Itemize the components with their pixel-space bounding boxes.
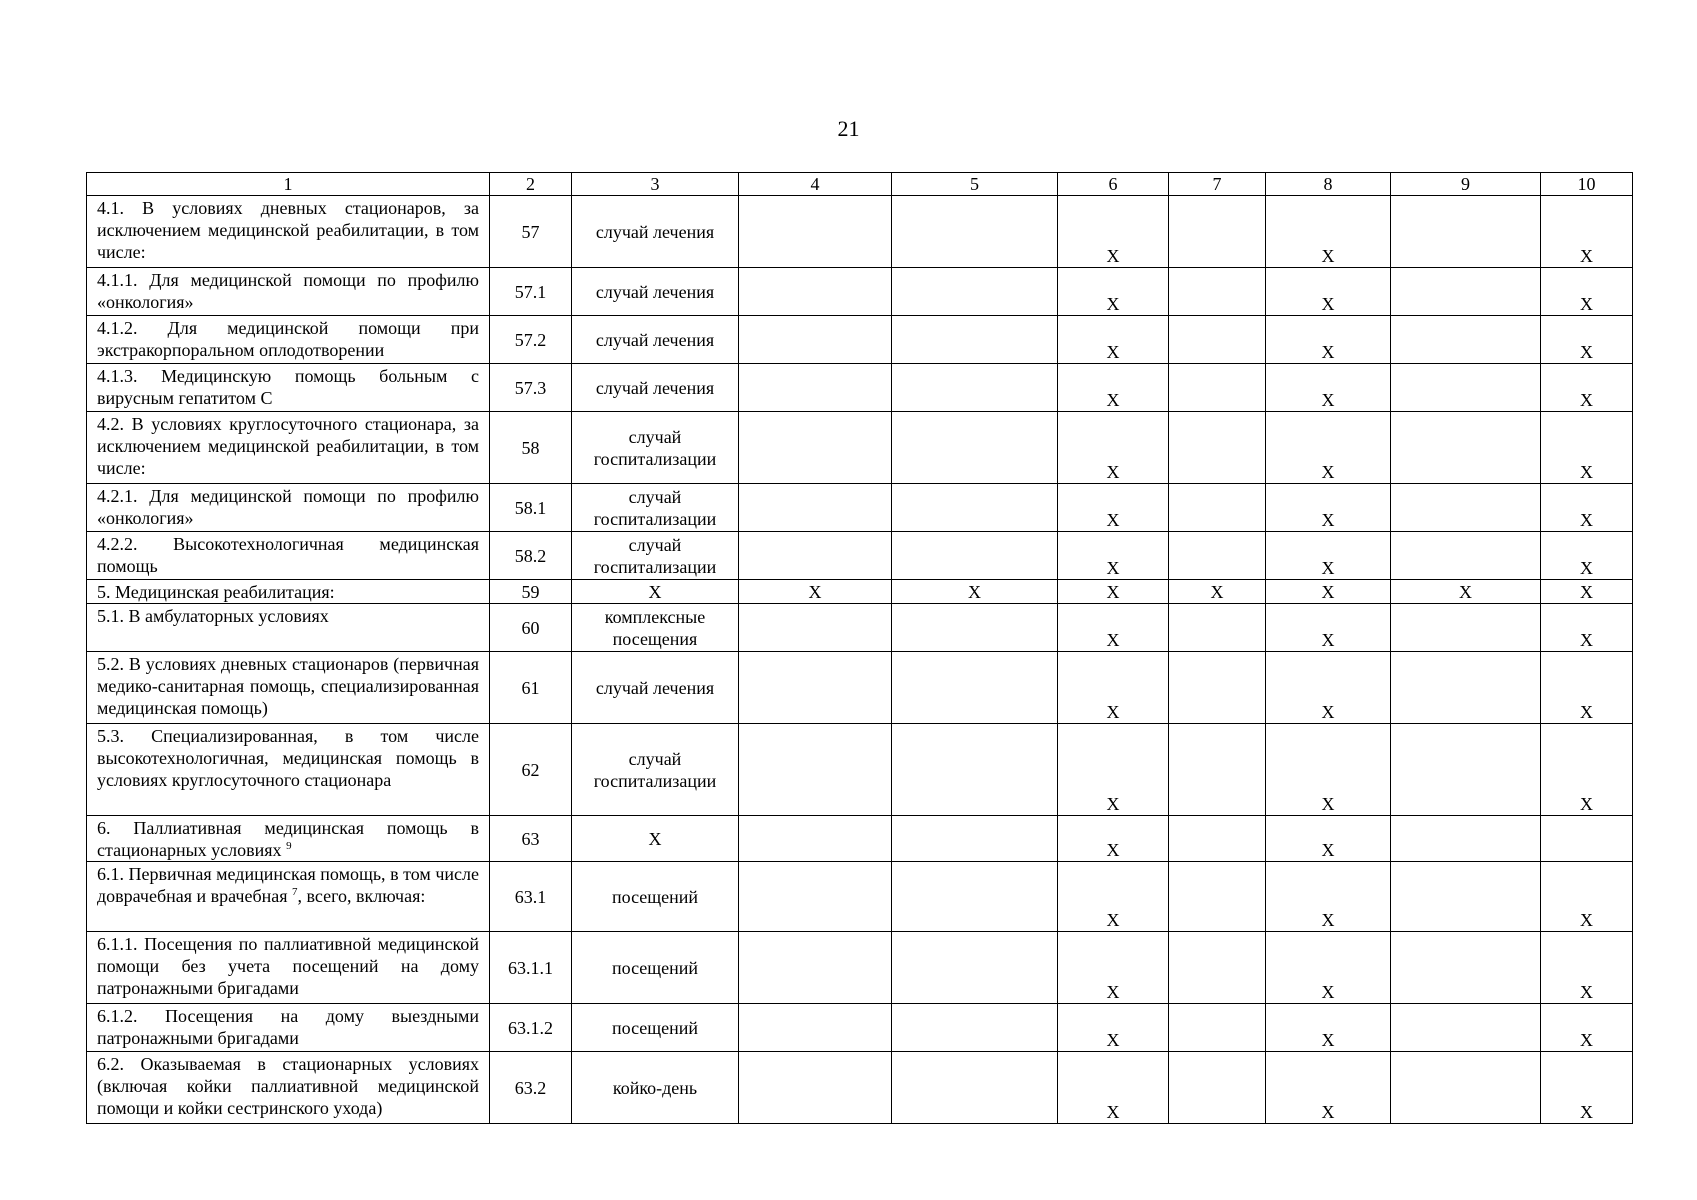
- row-unit: посещений: [572, 1004, 739, 1052]
- table-row: [87, 196, 1633, 268]
- row-name: 6.1. Первичная медицинская помощь, в том числе доврачебная и врачебная: [97, 864, 479, 906]
- table-row: [87, 724, 1633, 816]
- row-code: 63.2: [490, 1052, 572, 1124]
- row-cell-c10: X: [1541, 580, 1633, 604]
- row-name-cell: [87, 364, 490, 412]
- row-cell-c5: [892, 932, 1058, 1004]
- row-code: 57.3: [490, 364, 572, 412]
- row-code: 57.1: [490, 268, 572, 316]
- row-cell-c6: X: [1058, 484, 1169, 532]
- row-cell-c6: X: [1058, 412, 1169, 484]
- row-cell-c4: [739, 604, 892, 652]
- row-cell-c7: [1169, 932, 1266, 1004]
- row-cell-c6: X: [1058, 816, 1169, 862]
- row-unit: посещений: [572, 932, 739, 1004]
- row-cell-c10: X: [1541, 932, 1633, 1004]
- row-cell-c5: [892, 532, 1058, 580]
- row-name: 6.1.2. Посещения на дому выездными патронажными бригадами: [97, 1006, 479, 1048]
- row-cell-c8: X: [1266, 1004, 1391, 1052]
- row-cell-c8: X: [1266, 652, 1391, 724]
- row-cell-c9: [1391, 268, 1541, 316]
- row-code: 58: [490, 412, 572, 484]
- row-cell-c6: X: [1058, 724, 1169, 816]
- row-cell-c8: X: [1266, 532, 1391, 580]
- row-cell-c9: [1391, 724, 1541, 816]
- row-cell-c6: X: [1058, 580, 1169, 604]
- row-cell-c7: [1169, 862, 1266, 932]
- row-name: 4.2.1. Для медицинской помощи по профилю «онкология»: [97, 486, 479, 528]
- table-row: [87, 652, 1633, 724]
- row-name-tail: , всего, включая:: [297, 886, 426, 906]
- column-header: 10: [1541, 173, 1633, 196]
- row-unit: случай госпитализации: [572, 724, 739, 816]
- row-cell-c6: X: [1058, 604, 1169, 652]
- row-unit: случай лечения: [572, 364, 739, 412]
- row-cell-c7: [1169, 1004, 1266, 1052]
- column-header: 7: [1169, 173, 1266, 196]
- row-cell-c8: X: [1266, 484, 1391, 532]
- row-cell-c7: [1169, 604, 1266, 652]
- row-cell-c5: [892, 484, 1058, 532]
- row-cell-c6: X: [1058, 532, 1169, 580]
- row-cell-c9: [1391, 652, 1541, 724]
- row-cell-c5: [892, 364, 1058, 412]
- table-row: [87, 862, 1633, 932]
- row-name-cell: [87, 1052, 490, 1124]
- row-cell-c7: [1169, 724, 1266, 816]
- row-cell-c5: X: [892, 580, 1058, 604]
- row-cell-c4: [739, 1004, 892, 1052]
- row-cell-c4: [739, 816, 892, 862]
- row-cell-c10: X: [1541, 196, 1633, 268]
- row-cell-c5: [892, 268, 1058, 316]
- row-cell-c7: [1169, 196, 1266, 268]
- row-cell-c9: [1391, 862, 1541, 932]
- row-name: 4.2. В условиях круглосуточного стационара, за исключением медицинской реабилитации, в том числе:: [97, 414, 479, 478]
- row-unit: случай госпитализации: [572, 412, 739, 484]
- row-name-cell: [87, 484, 490, 532]
- footnote-marker: 7: [292, 886, 298, 898]
- column-header: 3: [572, 173, 739, 196]
- row-code: 58.2: [490, 532, 572, 580]
- row-cell-c10: X: [1541, 1004, 1633, 1052]
- row-name: 6. Паллиативная медицинская помощь в стационарных условиях: [97, 818, 479, 860]
- row-cell-c9: [1391, 316, 1541, 364]
- row-cell-c7: [1169, 1052, 1266, 1124]
- row-cell-c4: [739, 484, 892, 532]
- row-cell-c10: X: [1541, 862, 1633, 932]
- row-name: 4.1.2. Для медицинской помощи при экстракорпоральном оплодотворении: [97, 318, 479, 360]
- row-unit: X: [572, 580, 739, 604]
- row-unit: посещений: [572, 862, 739, 932]
- row-name: 4.1.1. Для медицинской помощи по профилю «онкология»: [97, 270, 479, 312]
- data-table: [86, 172, 1633, 1124]
- row-cell-c7: [1169, 412, 1266, 484]
- table-row: [87, 532, 1633, 580]
- row-cell-c8: X: [1266, 412, 1391, 484]
- row-name-cell: [87, 604, 490, 652]
- row-cell-c4: [739, 532, 892, 580]
- row-cell-c4: [739, 932, 892, 1004]
- table-row: [87, 268, 1633, 316]
- column-header: 8: [1266, 173, 1391, 196]
- row-cell-c4: X: [739, 580, 892, 604]
- row-name-cell: [87, 580, 490, 604]
- row-cell-c5: [892, 412, 1058, 484]
- row-cell-c4: [739, 268, 892, 316]
- row-code: 63.1: [490, 862, 572, 932]
- table-row: [87, 816, 1633, 862]
- row-unit: койко-день: [572, 1052, 739, 1124]
- row-cell-c7: [1169, 316, 1266, 364]
- row-unit: случай лечения: [572, 316, 739, 364]
- row-cell-c6: X: [1058, 316, 1169, 364]
- row-cell-c6: X: [1058, 932, 1169, 1004]
- row-cell-c6: X: [1058, 364, 1169, 412]
- row-cell-c9: [1391, 364, 1541, 412]
- column-header: 4: [739, 173, 892, 196]
- row-name-cell: [87, 724, 490, 816]
- row-code: 63.1.2: [490, 1004, 572, 1052]
- row-unit: комплексные посещения: [572, 604, 739, 652]
- row-cell-c5: [892, 604, 1058, 652]
- row-cell-c5: [892, 196, 1058, 268]
- row-name: 6.2. Оказываемая в стационарных условиях (включая койки паллиативной медицинской помощи и койки сестринского ухода): [97, 1054, 479, 1118]
- row-cell-c8: X: [1266, 268, 1391, 316]
- row-name-cell: [87, 532, 490, 580]
- row-name: 5.3. Специализированная, в том числе высокотехнологичная, медицинская помощь в условиях круглосуточного стационара: [97, 726, 479, 790]
- row-cell-c6: X: [1058, 1052, 1169, 1124]
- table-row: [87, 932, 1633, 1004]
- row-cell-c4: [739, 412, 892, 484]
- row-name: 6.1.1. Посещения по паллиативной медицинской помощи без учета посещений на дому патронажными бригадами: [97, 934, 479, 998]
- row-cell-c10: X: [1541, 412, 1633, 484]
- row-name: 5.2. В условиях дневных стационаров (первичная медико-санитарная помощь, специализированная медицинская помощь): [97, 654, 479, 718]
- row-cell-c5: [892, 724, 1058, 816]
- row-cell-c9: X: [1391, 580, 1541, 604]
- row-cell-c8: X: [1266, 1052, 1391, 1124]
- row-name-cell: [87, 816, 490, 862]
- row-name-cell: [87, 196, 490, 268]
- row-unit: случай лечения: [572, 652, 739, 724]
- row-cell-c10: X: [1541, 1052, 1633, 1124]
- row-code: 57.2: [490, 316, 572, 364]
- page-number: 21: [837, 116, 860, 141]
- row-cell-c7: X: [1169, 580, 1266, 604]
- row-cell-c5: [892, 1052, 1058, 1124]
- row-cell-c8: X: [1266, 932, 1391, 1004]
- row-cell-c6: X: [1058, 268, 1169, 316]
- row-cell-c6: X: [1058, 862, 1169, 932]
- row-cell-c8: X: [1266, 580, 1391, 604]
- row-cell-c9: [1391, 532, 1541, 580]
- row-cell-c4: [739, 652, 892, 724]
- row-cell-c7: [1169, 532, 1266, 580]
- row-cell-c9: [1391, 816, 1541, 862]
- row-cell-c6: X: [1058, 1004, 1169, 1052]
- row-name: 4.2.2. Высокотехнологичная медицинская помощь: [97, 534, 479, 576]
- row-cell-c6: X: [1058, 196, 1169, 268]
- column-header: 2: [490, 173, 572, 196]
- table-row: [87, 316, 1633, 364]
- row-code: 59: [490, 580, 572, 604]
- table-row: [87, 604, 1633, 652]
- row-cell-c9: [1391, 412, 1541, 484]
- row-cell-c8: X: [1266, 196, 1391, 268]
- row-name: 5.1. В амбулаторных условиях: [97, 606, 329, 626]
- header-row: [87, 173, 1633, 196]
- row-name: 5. Медицинская реабилитация:: [97, 582, 335, 602]
- row-cell-c9: [1391, 932, 1541, 1004]
- column-header: 1: [87, 173, 490, 196]
- row-cell-c5: [892, 862, 1058, 932]
- row-cell-c8: X: [1266, 816, 1391, 862]
- column-header: 6: [1058, 173, 1169, 196]
- table-row: [87, 1004, 1633, 1052]
- row-cell-c10: X: [1541, 652, 1633, 724]
- row-cell-c10: X: [1541, 364, 1633, 412]
- row-cell-c7: [1169, 652, 1266, 724]
- row-cell-c5: [892, 316, 1058, 364]
- column-header: 9: [1391, 173, 1541, 196]
- row-code: 63: [490, 816, 572, 862]
- row-unit: случай лечения: [572, 268, 739, 316]
- row-name: 4.1.3. Медицинскую помощь больным с вирусным гепатитом С: [97, 366, 479, 408]
- row-cell-c4: [739, 364, 892, 412]
- row-cell-c9: [1391, 484, 1541, 532]
- row-cell-c9: [1391, 604, 1541, 652]
- row-code: 57: [490, 196, 572, 268]
- column-header: 5: [892, 173, 1058, 196]
- row-name-cell: [87, 932, 490, 1004]
- row-cell-c8: X: [1266, 724, 1391, 816]
- row-cell-c10: [1541, 816, 1633, 862]
- table-row: [87, 364, 1633, 412]
- row-cell-c10: X: [1541, 316, 1633, 364]
- row-name: 4.1. В условиях дневных стационаров, за исключением медицинской реабилитации, в том числе:: [97, 198, 479, 262]
- row-cell-c4: [739, 196, 892, 268]
- row-name-cell: [87, 268, 490, 316]
- row-name-cell: [87, 412, 490, 484]
- row-cell-c9: [1391, 1004, 1541, 1052]
- table-row: [87, 412, 1633, 484]
- row-code: 61: [490, 652, 572, 724]
- row-code: 60: [490, 604, 572, 652]
- table-row: [87, 580, 1633, 604]
- row-cell-c7: [1169, 484, 1266, 532]
- row-cell-c10: X: [1541, 532, 1633, 580]
- row-unit: случай госпитализации: [572, 532, 739, 580]
- row-cell-c8: X: [1266, 364, 1391, 412]
- row-cell-c7: [1169, 364, 1266, 412]
- row-unit: случай лечения: [572, 196, 739, 268]
- table-row: [87, 484, 1633, 532]
- row-cell-c10: X: [1541, 604, 1633, 652]
- row-cell-c8: X: [1266, 862, 1391, 932]
- row-cell-c9: [1391, 1052, 1541, 1124]
- row-name-cell: [87, 862, 490, 932]
- row-cell-c8: X: [1266, 316, 1391, 364]
- row-cell-c7: [1169, 816, 1266, 862]
- row-cell-c4: [739, 862, 892, 932]
- row-cell-c9: [1391, 196, 1541, 268]
- row-cell-c8: X: [1266, 604, 1391, 652]
- row-name-cell: [87, 316, 490, 364]
- row-cell-c4: [739, 724, 892, 816]
- row-name-cell: [87, 652, 490, 724]
- row-cell-c6: X: [1058, 652, 1169, 724]
- table-row: [87, 1052, 1633, 1124]
- row-cell-c10: X: [1541, 268, 1633, 316]
- row-name-cell: [87, 1004, 490, 1052]
- row-code: 62: [490, 724, 572, 816]
- row-cell-c5: [892, 652, 1058, 724]
- row-cell-c10: X: [1541, 484, 1633, 532]
- row-cell-c4: [739, 1052, 892, 1124]
- row-unit: случай госпитализации: [572, 484, 739, 532]
- row-cell-c10: X: [1541, 724, 1633, 816]
- footnote-marker: 9: [286, 840, 292, 852]
- row-unit: X: [572, 816, 739, 862]
- row-cell-c4: [739, 316, 892, 364]
- row-code: 58.1: [490, 484, 572, 532]
- row-cell-c5: [892, 1004, 1058, 1052]
- row-cell-c7: [1169, 268, 1266, 316]
- row-code: 63.1.1: [490, 932, 572, 1004]
- row-cell-c5: [892, 816, 1058, 862]
